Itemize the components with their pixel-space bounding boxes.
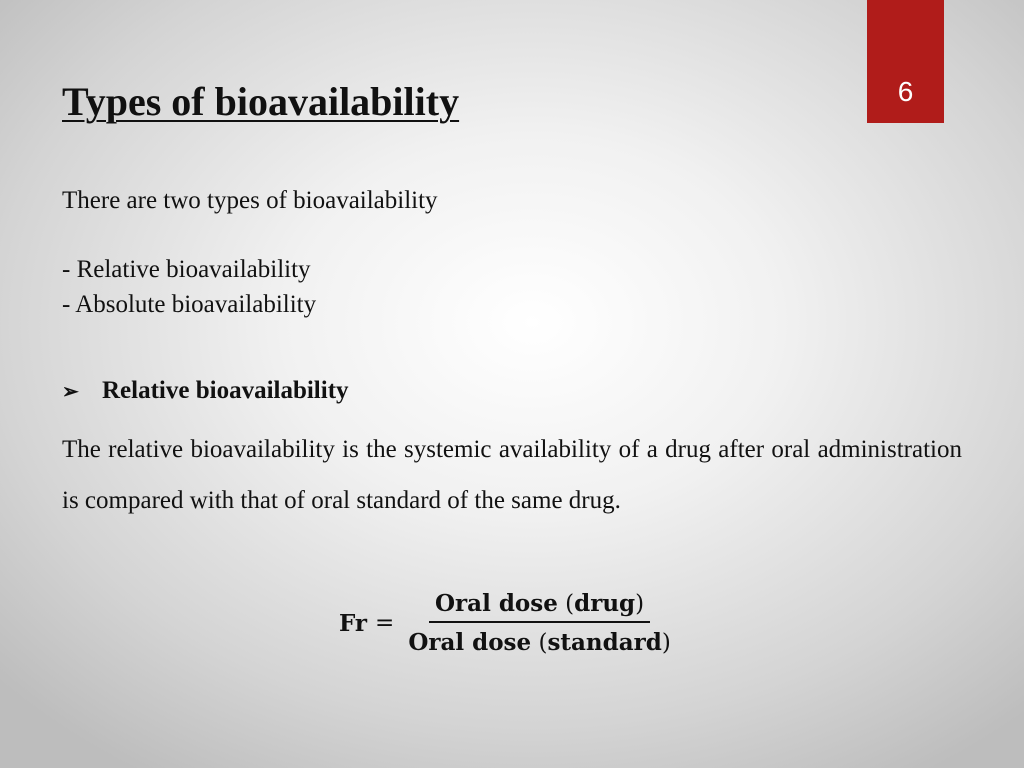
numerator-main: Oral dose [435, 590, 558, 617]
formula-lhs: Fr [339, 609, 368, 637]
formula [339, 590, 677, 656]
list-item: - Absolute bioavailability [62, 291, 317, 318]
slide-title: Types of bioavailability [62, 79, 460, 124]
denominator-close-paren: ) [661, 630, 671, 656]
formula-equals: = [375, 610, 395, 636]
section-heading-label: Relative bioavailability [102, 377, 349, 404]
section-heading [62, 377, 349, 405]
slide-number: 6 [897, 75, 914, 107]
formula-numerator [429, 590, 650, 623]
types-list [62, 255, 316, 325]
intro-text: There are two types of bioavailability [62, 187, 438, 214]
slide-number-box [867, 0, 944, 123]
list-item: - Relative bioavailability [62, 256, 311, 283]
definition-text: The relative bioavailability is the systemic availability of a drug after oral administration is compared with that of oral standard of the same drug. [62, 436, 962, 514]
numerator-term: drug [574, 590, 636, 617]
denominator-term: standard [547, 629, 662, 656]
arrow-bullet-icon: ➢ [62, 380, 79, 403]
formula-denominator [402, 623, 676, 656]
numerator-close-paren: ) [635, 591, 645, 617]
numerator-open-paren: ( [565, 591, 575, 617]
formula-fraction [402, 590, 676, 656]
denominator-open-paren: ( [538, 630, 548, 656]
denominator-main: Oral dose [408, 629, 532, 656]
